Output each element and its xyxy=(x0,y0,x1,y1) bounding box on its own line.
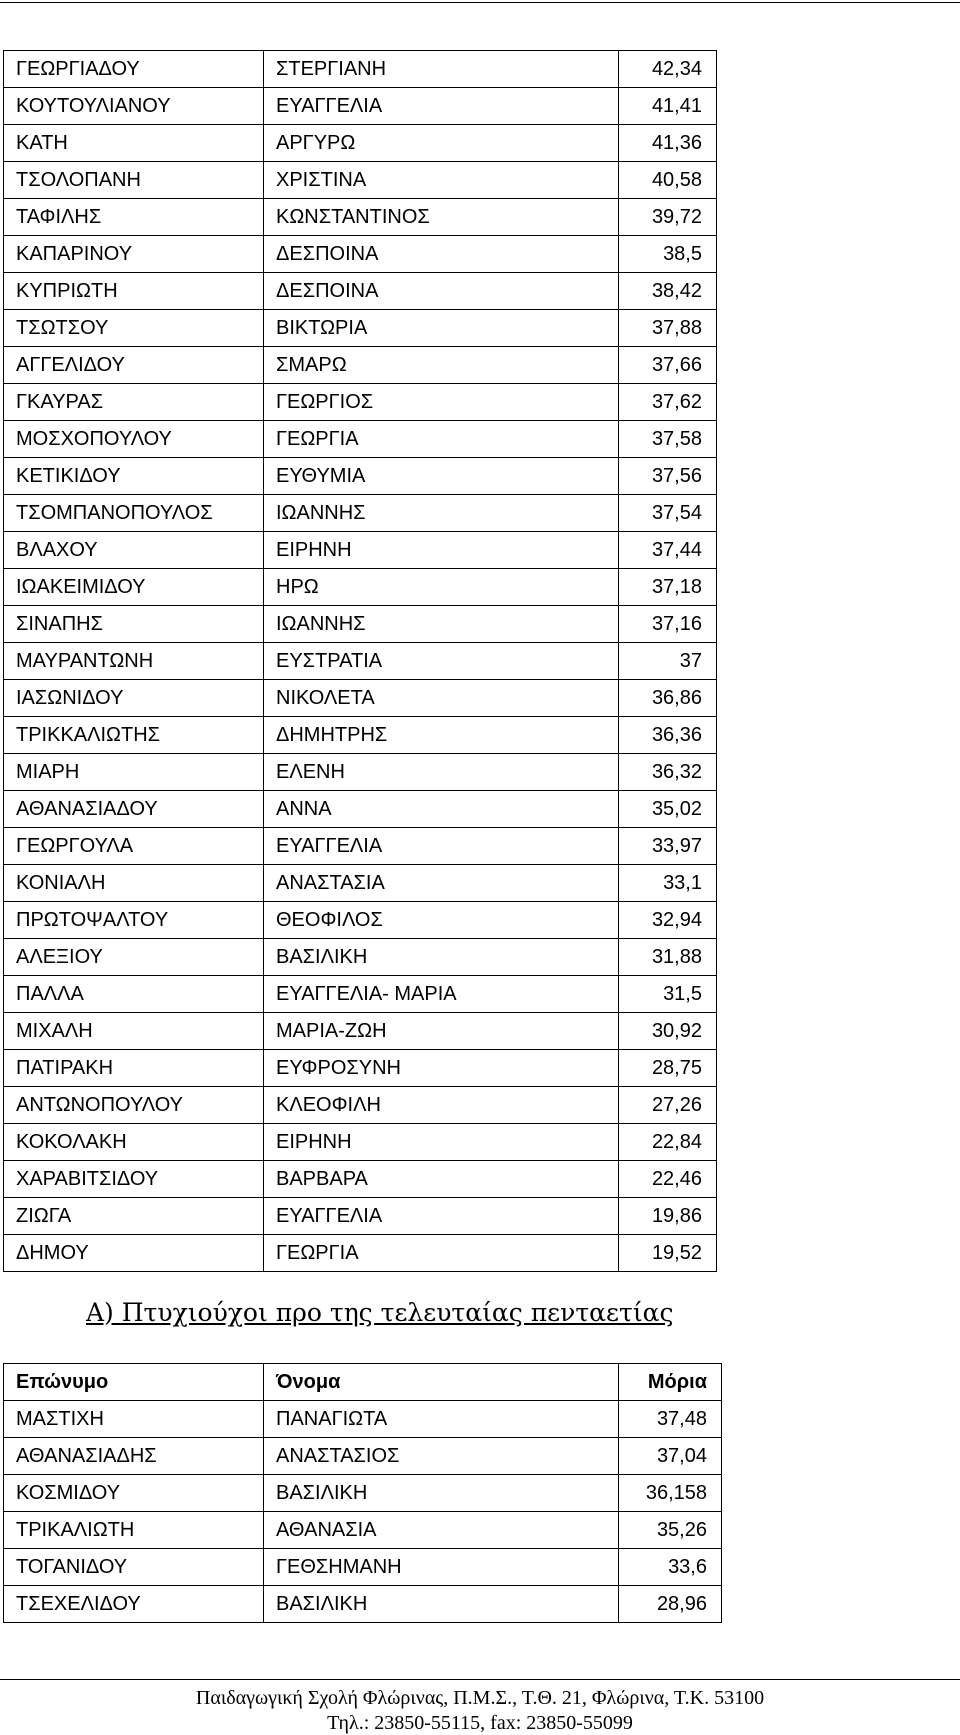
name-cell: ΒΑΣΙΛΙΚΗ xyxy=(264,1475,619,1512)
points-cell: 22,84 xyxy=(619,1124,717,1161)
footer-contact: Τηλ.: 23850-55115, fax: 23850-55099 xyxy=(327,1712,633,1734)
ranking-table-main-body xyxy=(4,51,717,1272)
table-row xyxy=(4,1161,717,1198)
surname-cell: ΜΑΣΤΙΧΗ xyxy=(4,1401,264,1438)
points-cell: 37,48 xyxy=(619,1401,722,1438)
table-row xyxy=(4,680,717,717)
table-row xyxy=(4,754,717,791)
name-cell: ΕΥΦΡΟΣΥΝΗ xyxy=(264,1050,619,1087)
surname-cell: ΑΝΤΩΝΟΠΟΥΛΟΥ xyxy=(4,1087,264,1124)
surname-cell: ΚΟΣΜΙΔΟΥ xyxy=(4,1475,264,1512)
table-row xyxy=(4,976,717,1013)
points-cell: 33,97 xyxy=(619,828,717,865)
points-cell: 35,26 xyxy=(619,1512,722,1549)
surname-cell: ΑΘΑΝΑΣΙΑΔΟΥ xyxy=(4,791,264,828)
name-cell: ΔΗΜΗΤΡΗΣ xyxy=(264,717,619,754)
surname-cell: ΤΡΙΚΑΛΙΩΤΗ xyxy=(4,1512,264,1549)
points-cell: 31,5 xyxy=(619,976,717,1013)
surname-cell: ΓΚΑΥΡΑΣ xyxy=(4,384,264,421)
surname-cell: ΚΥΠΡΙΩΤΗ xyxy=(4,273,264,310)
surname-cell: ΤΣΟΜΠΑΝΟΠΟΥΛΟΣ xyxy=(4,495,264,532)
table-row xyxy=(4,939,717,976)
surname-cell: ΠΑΛΛΑ xyxy=(4,976,264,1013)
name-cell: ΕΙΡΗΝΗ xyxy=(264,532,619,569)
surname-cell: ΠΑΤΙΡΑΚΗ xyxy=(4,1050,264,1087)
surname-cell: ΑΛΕΞΙΟΥ xyxy=(4,939,264,976)
points-cell: 36,36 xyxy=(619,717,717,754)
points-cell: 38,42 xyxy=(619,273,717,310)
table-row xyxy=(4,606,717,643)
name-cell: ΓΕΩΡΓΙΟΣ xyxy=(264,384,619,421)
name-cell: ΒΑΣΙΛΙΚΗ xyxy=(264,939,619,976)
surname-cell: ΤΣΟΛΟΠΑΝΗ xyxy=(4,162,264,199)
name-cell: ΙΩΑΝΝΗΣ xyxy=(264,495,619,532)
surname-cell: ΚΑΠΑΡΙΝΟΥ xyxy=(4,236,264,273)
name-cell: ΗΡΩ xyxy=(264,569,619,606)
name-cell: ΕΥΣΤΡΑΤΙΑ xyxy=(264,643,619,680)
name-cell: ΕΥΑΓΓΕΛΙΑ xyxy=(264,1198,619,1235)
table-row xyxy=(4,421,717,458)
table-row xyxy=(4,1401,722,1438)
name-cell: ΑΘΑΝΑΣΙΑ xyxy=(264,1512,619,1549)
name-cell: ΒΑΡΒΑΡΑ xyxy=(264,1161,619,1198)
points-cell: 37 xyxy=(619,643,717,680)
name-cell: ΔΕΣΠΟΙΝΑ xyxy=(264,236,619,273)
points-cell: 42,34 xyxy=(619,51,717,88)
name-cell: ΠΑΝΑΓΙΩΤΑ xyxy=(264,1401,619,1438)
points-cell: 40,58 xyxy=(619,162,717,199)
surname-cell: ΤΣΩΤΣΟΥ xyxy=(4,310,264,347)
surname-cell: ΤΑΦΙΛΗΣ xyxy=(4,199,264,236)
surname-cell: ΜΙΑΡΗ xyxy=(4,754,264,791)
name-cell: ΕΥΑΓΓΕΛΙΑ- ΜΑΡΙΑ xyxy=(264,976,619,1013)
name-cell: ΣΜΑΡΩ xyxy=(264,347,619,384)
table-row xyxy=(4,51,717,88)
table-row xyxy=(4,532,717,569)
points-cell: 37,04 xyxy=(619,1438,722,1475)
table-row xyxy=(4,569,717,606)
table-row xyxy=(4,458,717,495)
surname-cell: ΠΡΩΤΟΨΑΛΤΟΥ xyxy=(4,902,264,939)
name-cell: ΑΝΑΣΤΑΣΙΑ xyxy=(264,865,619,902)
surname-cell: ΚΟΥΤΟΥΛΙΑΝΟΥ xyxy=(4,88,264,125)
section-heading: Α) Πτυχιούχοι προ της τελευταίας πενταετίας xyxy=(86,1298,674,1327)
points-cell: 27,26 xyxy=(619,1087,717,1124)
points-cell: 38,5 xyxy=(619,236,717,273)
points-cell: 32,94 xyxy=(619,902,717,939)
points-cell: 28,75 xyxy=(619,1050,717,1087)
surname-cell: ΜΙΧΑΛΗ xyxy=(4,1013,264,1050)
table-row xyxy=(4,1050,717,1087)
points-cell: 41,36 xyxy=(619,125,717,162)
name-cell: ΧΡΙΣΤΙΝΑ xyxy=(264,162,619,199)
table-row xyxy=(4,162,717,199)
surname-cell: ΓΕΩΡΓΙΑΔΟΥ xyxy=(4,51,264,88)
surname-cell: ΒΛΑΧΟΥ xyxy=(4,532,264,569)
surname-cell: ΚΟΚΟΛΑΚΗ xyxy=(4,1124,264,1161)
table-row xyxy=(4,1512,722,1549)
points-cell: 37,62 xyxy=(619,384,717,421)
surname-cell: ΣΙΝΑΠΗΣ xyxy=(4,606,264,643)
surname-cell: ΔΗΜΟΥ xyxy=(4,1235,264,1272)
ranking-table-main xyxy=(3,50,717,1272)
surname-cell: ΙΩΑΚΕΙΜΙΔΟΥ xyxy=(4,569,264,606)
table-row xyxy=(4,1235,717,1272)
table-row xyxy=(4,791,717,828)
points-cell: 33,1 xyxy=(619,865,717,902)
points-cell: 19,52 xyxy=(619,1235,717,1272)
table-row xyxy=(4,1438,722,1475)
surname-cell: ΚΟΝΙΑΛΗ xyxy=(4,865,264,902)
points-cell: 37,16 xyxy=(619,606,717,643)
header-surname: Επώνυμο xyxy=(4,1364,264,1401)
surname-cell: ΑΘΑΝΑΣΙΑΔΗΣ xyxy=(4,1438,264,1475)
points-cell: 22,46 xyxy=(619,1161,717,1198)
table-row xyxy=(4,236,717,273)
table-row xyxy=(4,1013,717,1050)
table-row xyxy=(4,717,717,754)
name-cell: ΓΕΩΡΓΙΑ xyxy=(264,421,619,458)
points-cell: 37,66 xyxy=(619,347,717,384)
name-cell: ΑΡΓΥΡΩ xyxy=(264,125,619,162)
name-cell: ΚΩΝΣΤΑΝΤΙΝΟΣ xyxy=(264,199,619,236)
header-points: Μόρια xyxy=(619,1364,722,1401)
table-row xyxy=(4,125,717,162)
table-row xyxy=(4,1198,717,1235)
table-row xyxy=(4,199,717,236)
surname-cell: ΜΟΣΧΟΠΟΥΛΟΥ xyxy=(4,421,264,458)
points-cell: 39,72 xyxy=(619,199,717,236)
name-cell: ΔΕΣΠΟΙΝΑ xyxy=(264,273,619,310)
points-cell: 35,02 xyxy=(619,791,717,828)
table-row xyxy=(4,347,717,384)
name-cell: ΑΝΝΑ xyxy=(264,791,619,828)
table-row xyxy=(4,1087,717,1124)
table-row xyxy=(4,273,717,310)
top-rule xyxy=(0,2,960,3)
points-cell: 41,41 xyxy=(619,88,717,125)
name-cell: ΕΥΘΥΜΙΑ xyxy=(264,458,619,495)
points-cell: 37,58 xyxy=(619,421,717,458)
table-row xyxy=(4,902,717,939)
points-cell: 37,56 xyxy=(619,458,717,495)
name-cell: ΙΩΑΝΝΗΣ xyxy=(264,606,619,643)
footer-rule xyxy=(0,1679,960,1680)
name-cell: ΒΙΚΤΩΡΙΑ xyxy=(264,310,619,347)
table-row xyxy=(4,1549,722,1586)
points-cell: 33,6 xyxy=(619,1549,722,1586)
table-row xyxy=(4,865,717,902)
points-cell: 19,86 xyxy=(619,1198,717,1235)
ranking-table-older-graduates-body xyxy=(4,1364,722,1623)
points-cell: 28,96 xyxy=(619,1586,722,1623)
name-cell: ΒΑΣΙΛΙΚΗ xyxy=(264,1586,619,1623)
table-header-row xyxy=(4,1364,722,1401)
table-row xyxy=(4,643,717,680)
table-row xyxy=(4,88,717,125)
name-cell: ΕΥΑΓΓΕΛΙΑ xyxy=(264,828,619,865)
surname-cell: ΑΓΓΕΛΙΔΟΥ xyxy=(4,347,264,384)
surname-cell: ΚΑΤΗ xyxy=(4,125,264,162)
points-cell: 36,86 xyxy=(619,680,717,717)
points-cell: 36,158 xyxy=(619,1475,722,1512)
name-cell: ΕΥΑΓΓΕΛΙΑ xyxy=(264,88,619,125)
ranking-table-older-graduates xyxy=(3,1363,722,1623)
header-name: Όνομα xyxy=(264,1364,619,1401)
name-cell: ΣΤΕΡΓΙΑΝΗ xyxy=(264,51,619,88)
surname-cell: ΙΑΣΩΝΙΔΟΥ xyxy=(4,680,264,717)
name-cell: ΓΕΩΡΓΙΑ xyxy=(264,1235,619,1272)
surname-cell: ΓΕΩΡΓΟΥΛΑ xyxy=(4,828,264,865)
table-row xyxy=(4,310,717,347)
name-cell: ΑΝΑΣΤΑΣΙΟΣ xyxy=(264,1438,619,1475)
name-cell: ΝΙΚΟΛΕΤΑ xyxy=(264,680,619,717)
name-cell: ΜΑΡΙΑ-ΖΩΗ xyxy=(264,1013,619,1050)
surname-cell: ΚΕΤΙΚΙΔΟΥ xyxy=(4,458,264,495)
name-cell: ΕΙΡΗΝΗ xyxy=(264,1124,619,1161)
surname-cell: ΧΑΡΑΒΙΤΣΙΔΟΥ xyxy=(4,1161,264,1198)
table-row xyxy=(4,1586,722,1623)
surname-cell: ΤΟΓΑΝΙΔΟΥ xyxy=(4,1549,264,1586)
name-cell: ΓΕΘΣΗΜΑΝΗ xyxy=(264,1549,619,1586)
points-cell: 37,18 xyxy=(619,569,717,606)
name-cell: ΕΛΕΝΗ xyxy=(264,754,619,791)
table-row xyxy=(4,1124,717,1161)
points-cell: 31,88 xyxy=(619,939,717,976)
points-cell: 36,32 xyxy=(619,754,717,791)
points-cell: 30,92 xyxy=(619,1013,717,1050)
table-row xyxy=(4,384,717,421)
surname-cell: ΤΣΕΧΕΛΙΔΟΥ xyxy=(4,1586,264,1623)
table-row xyxy=(4,495,717,532)
points-cell: 37,54 xyxy=(619,495,717,532)
name-cell: ΚΛΕΟΦΙΛΗ xyxy=(264,1087,619,1124)
surname-cell: ΖΙΩΓΑ xyxy=(4,1198,264,1235)
surname-cell: ΜΑΥΡΑΝΤΩΝΗ xyxy=(4,643,264,680)
name-cell: ΘΕΟΦΙΛΟΣ xyxy=(264,902,619,939)
surname-cell: ΤΡΙΚΚΑΛΙΩΤΗΣ xyxy=(4,717,264,754)
table-row xyxy=(4,828,717,865)
footer-address: Παιδαγωγική Σχολή Φλώρινας, Π.Μ.Σ., Τ.Θ. 21, Φλώρινα, Τ.Κ. 53100 xyxy=(195,1687,765,1709)
table-row xyxy=(4,1475,722,1512)
points-cell: 37,88 xyxy=(619,310,717,347)
points-cell: 37,44 xyxy=(619,532,717,569)
